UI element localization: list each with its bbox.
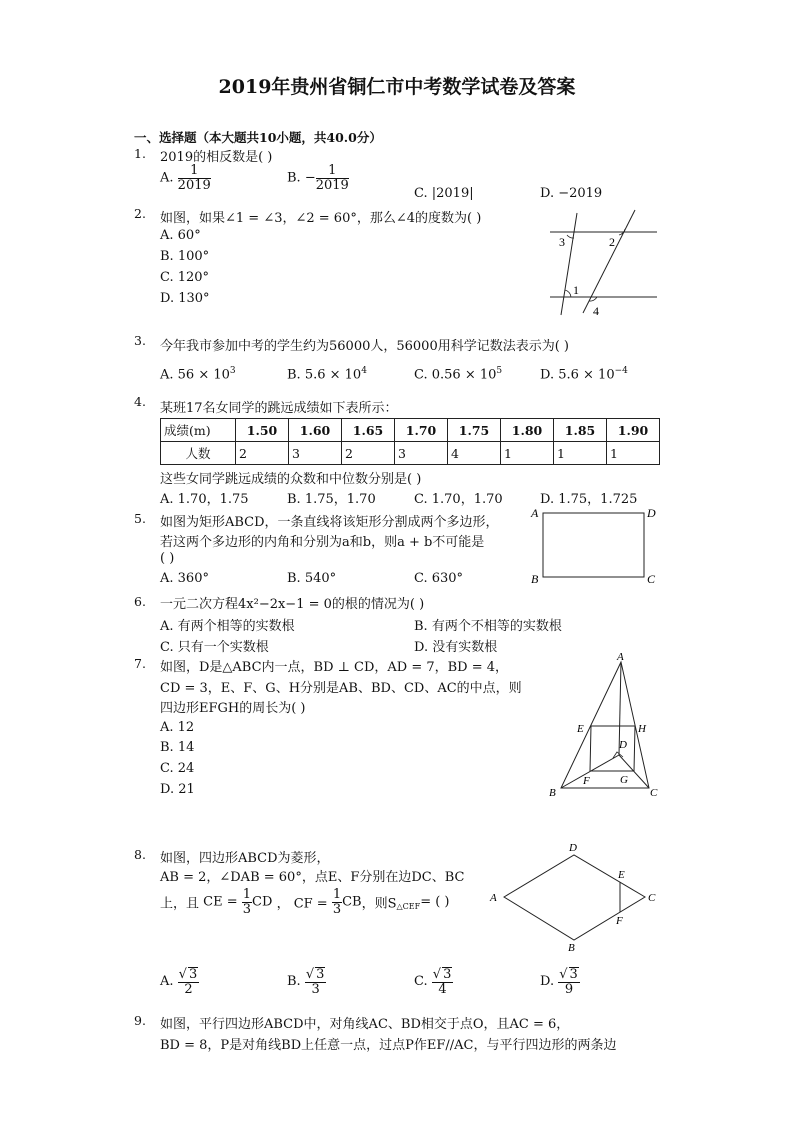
option-a: A. $\frac{1}{2019}$ [160, 163, 211, 193]
question-stem: 今年我市参加中考的学生约为56000人，56000用科学记数法表示为( ) [160, 339, 569, 354]
question-line: 四边形EFGH的周长为( ) [160, 701, 306, 716]
option-b: B. $5.6 \times 10^4$ [287, 366, 367, 383]
figure-label: C [648, 892, 656, 904]
table-cell: 2 [342, 442, 395, 465]
option-a: A. 有两个相等的实数根 [160, 619, 295, 634]
option-d: D. 没有实数根 [414, 640, 498, 655]
figure-label: 4 [593, 304, 599, 318]
rectangle-figure [528, 503, 663, 588]
table-cell: 2 [236, 442, 289, 465]
figure-label: C [647, 572, 656, 586]
option-c: C. |2019| [414, 186, 474, 201]
score-table [160, 418, 660, 465]
figure-label: D [569, 842, 577, 854]
section-heading: 一、选择题（本大题共10小题，共40.0分） [134, 130, 382, 145]
figure-label: G [620, 774, 628, 786]
option-c: C. $\frac{√ 3}{4}$ [414, 967, 452, 997]
question-stem: 如图，如果∠1 = ∠3，∠2 = 60°，那么∠4的度数为( ) [160, 211, 482, 226]
option-b: B. − $\frac{1}{2019}$ [287, 163, 349, 193]
question-stem: 2019的相反数是( ) [160, 150, 273, 165]
table-cell: 1.50 [236, 419, 289, 442]
parallel-lines-figure [545, 205, 660, 320]
option-c: C. 只有一个实数根 [160, 640, 269, 655]
option-b: B. 1.75，1.70 [287, 492, 376, 507]
option-b: B. $\frac{√ 3}{3}$ [287, 967, 325, 997]
table-row [161, 442, 660, 465]
figure-label: B [531, 572, 539, 586]
option-b: B. 有两个不相等的实数根 [414, 619, 562, 634]
option-c: C. 630° [414, 571, 464, 586]
figure-label: 2 [609, 235, 615, 249]
option-d: D. 1.75，1.725 [540, 492, 638, 507]
table-cell: 1 [501, 442, 554, 465]
table-cell: 1.65 [342, 419, 395, 442]
table-cell: 1 [607, 442, 660, 465]
question-stem: 某班17名女同学的跳远成绩如下表所示： [160, 401, 398, 416]
table-header-label: 成绩(m) [161, 419, 236, 442]
option-c: C. 120° [160, 270, 210, 285]
table-cell: 1.70 [395, 419, 448, 442]
option-d: D. 130° [160, 291, 210, 306]
figure-label: B [549, 787, 556, 799]
question-line: AB = 2，∠DAB = 60°，点E、F分别在边DC、BC [160, 870, 465, 885]
option-d: D. $\frac{√ 3}{9}$ [540, 967, 578, 997]
rhombus-figure [488, 840, 663, 955]
option-c: C. $0.56 \times 10^5$ [414, 366, 503, 383]
question-number: 3. [134, 333, 146, 348]
question-number: 2. [134, 206, 146, 221]
option-b: B. 100° [160, 249, 210, 264]
question-number: 8. [134, 847, 146, 862]
option-a: A. 360° [160, 571, 209, 586]
option-d: D. 21 [160, 782, 195, 797]
table-cell: 3 [289, 442, 342, 465]
table-cell: 1.75 [448, 419, 501, 442]
question-line: 若这两个多边形的内角和分别为a和b，则a + b不可能是 [160, 535, 485, 550]
table-cell: 3 [395, 442, 448, 465]
question-line: 如图，四边形ABCD为菱形， [160, 851, 330, 866]
question-stem: 一元二次方程4x²−2x−1 = 0的根的情况为( ) [160, 597, 425, 612]
figure-label: B [568, 942, 575, 954]
option-a: A. 1.70，1.75 [160, 492, 249, 507]
question-number: 9. [134, 1013, 146, 1028]
table-cell: 4 [448, 442, 501, 465]
figure-label: F [616, 915, 623, 927]
figure-label: 3 [559, 235, 565, 249]
option-b: B. 540° [287, 571, 337, 586]
option-c: C. 24 [160, 761, 195, 776]
question-line: ( ) [160, 551, 175, 566]
figure-label: A [531, 506, 539, 520]
question-line: CD = 3，E、F、G、H分别是AB、BD、CD、AC的中点，则 [160, 681, 522, 696]
figure-label: D [619, 739, 627, 751]
question-line: 如图为矩形ABCD，一条直线将该矩形分割成两个多边形， [160, 515, 499, 530]
figure-label: E [577, 723, 584, 735]
question-number: 7. [134, 656, 146, 671]
option-a: A. 60° [160, 228, 201, 243]
option-a: A. 12 [160, 720, 195, 735]
table-row-label: 人数 [161, 442, 236, 465]
page-title: 2019年贵州省铜仁市中考数学试卷及答案 [218, 76, 576, 98]
option-d: D. −2019 [540, 186, 603, 201]
question-number: 5. [134, 511, 146, 526]
question-number: 4. [134, 394, 146, 409]
figure-label: 1 [573, 283, 579, 297]
table-cell: 1.90 [607, 419, 660, 442]
question-text: 这些女同学跳远成绩的众数和中位数分别是( ) [160, 472, 422, 487]
figure-label: A [617, 651, 624, 663]
figure-label: F [583, 775, 590, 787]
figure-label: A [490, 892, 497, 904]
option-d: D. $5.6 \times 10^{-4}$ [540, 366, 628, 383]
table-cell: 1.60 [289, 419, 342, 442]
figure-label: E [618, 869, 625, 881]
figure-label: H [638, 723, 646, 735]
question-number: 6. [134, 594, 146, 609]
question-line: 如图，平行四边形ABCD中，对角线AC、BD相交于点O，且AC = 6， [160, 1017, 570, 1032]
question-line: 如图，D是△ABC内一点，BD ⊥ CD，AD = 7，BD = 4， [160, 660, 509, 675]
question-line: 上，且 CE = $\frac{1}{3}$ CD ， CF = $\frac{1}{3}$ CB，则$S_{\triangle CEF}=$ ( ) [160, 887, 450, 917]
option-a: A. $\frac{√ 3}{2}$ [160, 967, 198, 997]
figure-label: D [647, 506, 656, 520]
triangle-figure [545, 650, 665, 802]
option-a: A. $56 \times 10^3$ [160, 366, 236, 383]
option-c: C. 1.70，1.70 [414, 492, 503, 507]
option-b: B. 14 [160, 740, 195, 755]
question-number: 1. [134, 146, 146, 161]
question-line: BD = 8，P是对角线BD上任意一点，过点P作EF//AC，与平行四边形的两条边 [160, 1038, 617, 1053]
table-cell: 1.80 [501, 419, 554, 442]
table-cell: 1.85 [554, 419, 607, 442]
table-row [161, 419, 660, 442]
table-cell: 1 [554, 442, 607, 465]
figure-label: C [650, 787, 658, 799]
